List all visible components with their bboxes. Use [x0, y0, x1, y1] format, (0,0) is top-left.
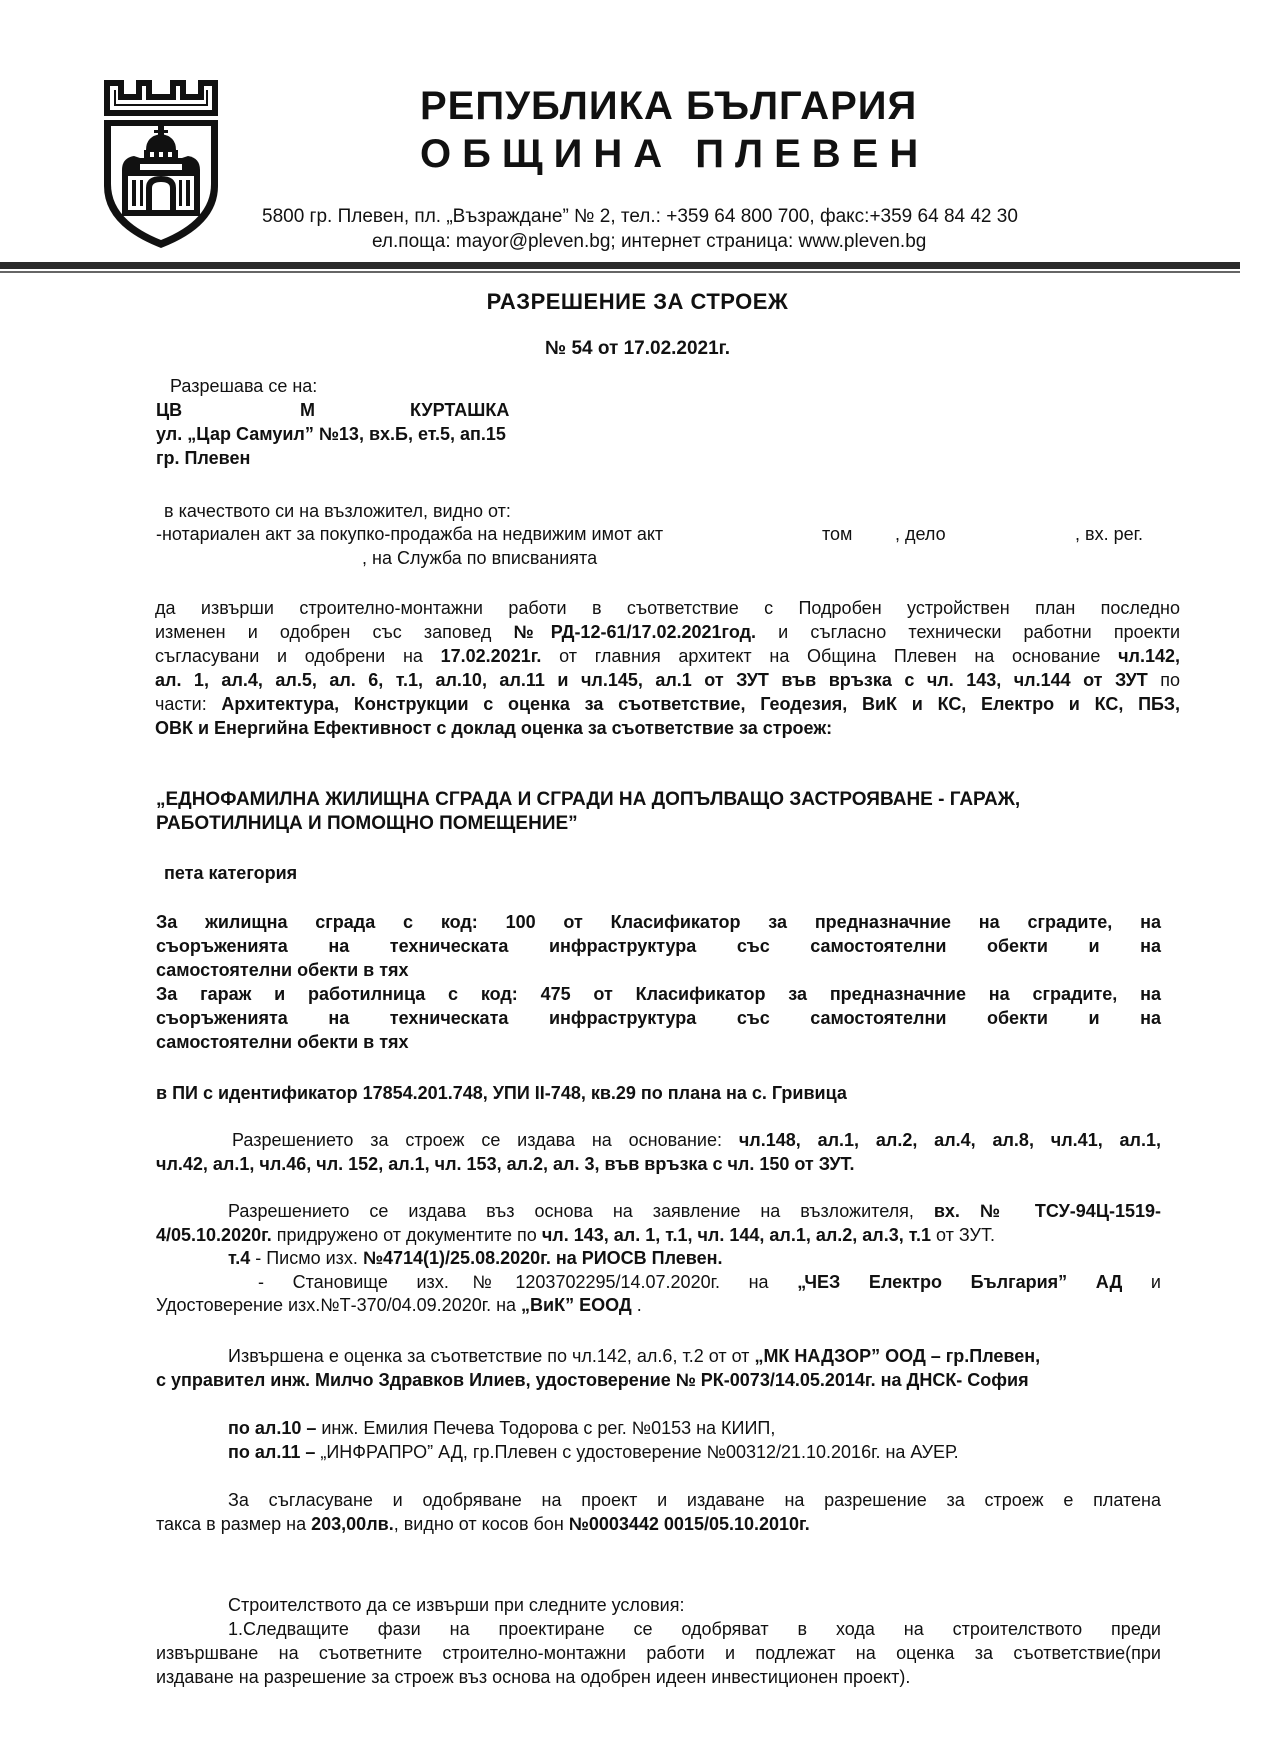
recipient-name-3: КУРТАШКА [410, 400, 510, 420]
permit-line: съгласувани и одобрени на 17.02.2021г. от главния архитект на Община Плевен на основание чл.142, [155, 646, 1181, 666]
permit-line: части: Архитектура, Конструкции с оценка за съответствие, Геодезия, ВиК и КС, Електро и КС, ПБЗ, [155, 694, 1180, 714]
application-details: Разрешението се издава въз основа на заявление на възложителя, вх. № ТСУ-94Ц-1519- 4/05.10.2020г. придружено от документите по чл. 143, ал. 1, т.1, чл. 144, ал.1, ал.2, ал.3, т.1 от ЗУТ. т.4 - Писмо изх. №4714(1)/25.08.2020г. на РИОСВ Плевен. - Становище изх.№1203702295/14.07.2020г. на „ЧЕЗ Електро България” АД и Удостоверение изх.№Т-370/04.09.2020г. на „ВиК” ЕООД . [156, 1201, 1162, 1315]
condition-item: извършване на съответните строително-монтажни работи и подлежат на оценка за съответствие(при [156, 1643, 1161, 1663]
condition-item: издаване на разрешение за строеж въз основа на одобрен идеен инвестиционен проект). [156, 1667, 911, 1687]
recipient-street: ул. „Цар Самуил” №13, вх.Б, ет.5, ап.15 [156, 424, 506, 444]
project-parts: Архитектура, Конструкции с оценка за съответствие, Геодезия, ВиК и КС, Електро и КС, ПБЗ, [221, 694, 1180, 714]
permit-line: изменен и одобрен със заповед №РД-12-61/17.02.2021год. и съгласно технически работни проекти [155, 622, 1181, 642]
application-number: вх. № ТСУ-94Ц-1519- [933, 1201, 1162, 1221]
permit-line: да извърши строително-монтажни работи в съответствие с Подробен устройствен план последно [155, 598, 1180, 618]
permit-line: ОВК и Енергийна Ефективност с доклад оценка за съответствие за строеж: [155, 718, 833, 738]
condition-item: 1.Следващите фази на проектиране се одобряват в хода на строителството преди [228, 1619, 1161, 1639]
header-divider [0, 262, 1240, 269]
deed-registry: , на Служба по вписванията [362, 548, 598, 568]
ownership-intro: в качеството си на възложител, видно от: [164, 501, 511, 521]
property-location: в ПИ с идентификатор 17854.201.748, УПИ II-748, кв.29 по плана на с. Гривица [156, 1083, 847, 1103]
conditions [156, 1593, 1161, 1689]
document-number: № 54 от 17.02.2021г. [545, 338, 730, 359]
country-heading: РЕПУБЛИКА БЪЛГАРИЯ [420, 84, 918, 128]
permit-line: ал. 1, ал.4, ал.5, ал. 6, т.1, ал.10, ал.11 и чл.145, ал.1 от ЗУТ във връзка с чл. 143, чл.144 от ЗУТ по [155, 670, 1180, 690]
project-name: „ЕДНОФАМИЛНА ЖИЛИЩНА СГРАДА И СГРАДИ НА ДОПЪЛВАЩО ЗАСТРОЯВАНЕ - ГАРАЖ, РАБОТИЛНИЦА И ПОМОЩНО ПОМЕЩЕНИЕ” [156, 789, 1021, 834]
coat-of-arms-icon [100, 76, 222, 252]
legal-basis: Разрешението за строеж се издава на основание: чл.148, ал.1, ал.2, ал.4, ал.8, чл.41, ал.1, чл.42, ал.1, чл.46, чл. 152, ал.1, чл. 153, ал.2, ал. 3, във връзка с чл. 150 от ЗУТ. [156, 1130, 1162, 1174]
recipient-intro: Разрешава се на: [170, 376, 318, 396]
contact-email-web: ел.поща: mayor@pleven.bg; интернет страница: www.pleven.bg [372, 231, 927, 252]
header-divider-thin [0, 271, 1240, 273]
permit-paragraph [155, 596, 1180, 740]
supervisors: по ал.10 – инж. Емилия Печева Тодорова с рег. №0153 на КИИП, по ал.11 – „ИНФРАПРО” АД, гр.Плевен с удостоверение №00312/21.10.2016г. на АУЕР. [228, 1418, 959, 1462]
deed-text: -нотариален акт за покупко-продажба на недвижим имот акт [156, 524, 664, 544]
deed-volume: том [822, 524, 853, 544]
contact-address: 5800 гр. Плевен, пл. „Възраждане” № 2, тел.: +359 64 800 700, факс:+359 64 84 42 30 [262, 206, 1018, 227]
order-number: №РД-12-61/17.02.2021год. [513, 622, 757, 642]
recipient-name-1: ЦВ [156, 400, 183, 420]
recipient-city: гр. Плевен [156, 448, 251, 468]
conditions-intro: Строителството да се извърши при следните условия: [228, 1595, 685, 1615]
municipality-heading: ОБЩИНА ПЛЕВЕН [420, 132, 930, 176]
document-title: РАЗРЕШЕНИЕ ЗА СТРОЕЖ [486, 289, 789, 314]
deed-reg: , вх. рег. [1075, 524, 1143, 544]
fee-paragraph: За съгласуване и одобряване на проект и издаване на разрешение за строеж е платена такса в размер на 203,00лв., видно от косов бон №0003442 0015/05.10.2010г. [156, 1490, 1161, 1534]
conformity-assessment: Извършена е оценка за съответствие по чл.142, ал.6, т.2 от от „МК НАДЗОР” ООД – гр.Плевен, с управител инж. Милчо Здравков Илиев, удостоверение № РК-0073/14.05.2014г. на ДНСК- София [156, 1346, 1041, 1390]
recipient-name-2: М [300, 400, 315, 420]
fee-amount: 203,00лв. [311, 1514, 394, 1534]
receipt-number: №0003442 0015/05.10.2010г. [568, 1514, 810, 1534]
deed-case: , дело [895, 524, 946, 544]
classifier-codes: За жилищна сграда с код: 100 от Класификатор за предназначние на сградите, на съоръженията на техническата инфраструктура със самостоятелни обекти и на самостоятелни обекти в тях За гараж и работилница с код: 475 от Класификатор за предназначние на сградите, на съоръженията на техническата инфраструктура със самостоятелни обекти и на самостоятелни обекти в тях [156, 912, 1161, 1052]
building-category: пета категория [164, 863, 298, 883]
approval-date: 17.02.2021г. [440, 646, 542, 666]
